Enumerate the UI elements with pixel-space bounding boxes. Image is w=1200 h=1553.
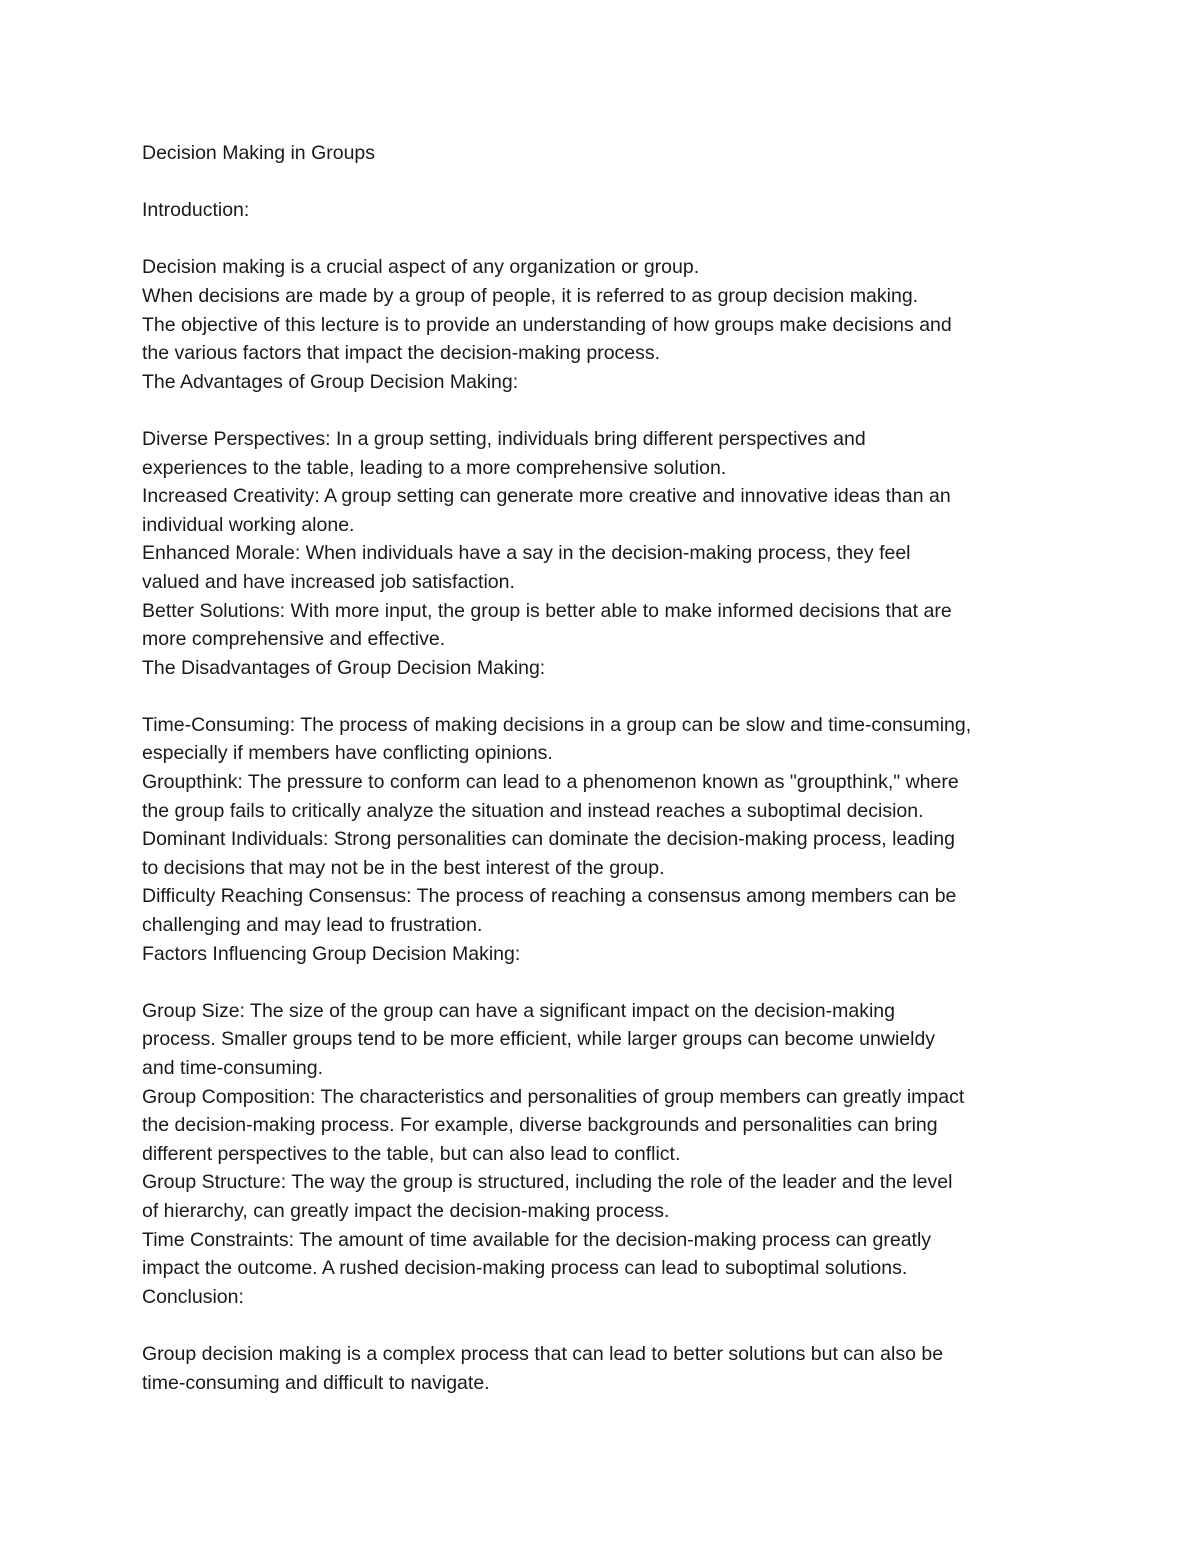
advantages-line: more comprehensive and effective. bbox=[142, 628, 446, 651]
blank-line bbox=[142, 168, 1072, 197]
advantages-line: valued and have increased job satisfaction. bbox=[142, 570, 515, 593]
factors-line: the decision-making process. For example, diverse backgrounds and personalities can bring bbox=[142, 1114, 938, 1137]
intro-line: When decisions are made by a group of people, it is referred to as group decision making. bbox=[142, 284, 919, 307]
factors-heading: Factors Influencing Group Decision Making: bbox=[142, 942, 521, 965]
advantages-line: Enhanced Morale: When individuals have a say in the decision-making process, they feel bbox=[142, 542, 911, 565]
intro-line: the various factors that impact the decision-making process. bbox=[142, 342, 661, 365]
conclusion-heading: Conclusion: bbox=[142, 1285, 244, 1308]
factors-line: and time-consuming. bbox=[142, 1057, 324, 1079]
disadvantages-line: to decisions that may not be in the best interest of the group. bbox=[142, 856, 665, 879]
document-title: Decision Making in Groups bbox=[142, 142, 376, 164]
intro-heading: Introduction: bbox=[142, 199, 250, 222]
factors-line: Group Composition: The characteristics and personalities of group members can greatly impact bbox=[142, 1085, 965, 1108]
disadvantages-line: Difficulty Reaching Consensus: The process of reaching a consensus among members can be bbox=[142, 885, 957, 908]
disadvantages-line: Groupthink: The pressure to conform can lead to a phenomenon known as "groupthink," where bbox=[142, 771, 959, 794]
disadvantages-line: the group fails to critically analyze the situation and instead reaches a suboptimal decision. bbox=[142, 799, 924, 822]
conclusion-line: time-consuming and difficult to navigate. bbox=[142, 1371, 490, 1394]
advantages-line: Increased Creativity: A group setting can generate more creative and innovative ideas than an bbox=[142, 485, 951, 508]
disadvantages-line: Dominant Individuals: Strong personalities can dominate the decision-making process, leading bbox=[142, 828, 955, 851]
intro-line: Decision making is a crucial aspect of any organization or group. bbox=[142, 256, 700, 279]
factors-line: process. Smaller groups tend to be more efficient, while larger groups can become unwieldy bbox=[142, 1028, 936, 1051]
blank-line bbox=[142, 968, 1072, 997]
document-page bbox=[142, 139, 1072, 1397]
intro-line: The objective of this lecture is to provide an understanding of how groups make decisions and bbox=[142, 313, 952, 336]
advantages-line: Better Solutions: With more input, the group is better able to make informed decisions that are bbox=[142, 599, 952, 622]
advantages-line: Diverse Perspectives: In a group setting, individuals bring different perspectives and bbox=[142, 427, 866, 450]
disadvantages-line: Time-Consuming: The process of making decisions in a group can be slow and time-consuming, bbox=[142, 713, 972, 736]
blank-line bbox=[142, 682, 1072, 711]
blank-line bbox=[142, 225, 1072, 254]
advantages-line: experiences to the table, leading to a more comprehensive solution. bbox=[142, 456, 727, 479]
factors-line: impact the outcome. A rushed decision-making process can lead to suboptimal solutions. bbox=[142, 1257, 908, 1280]
blank-line bbox=[142, 396, 1072, 425]
disadvantages-heading: The Disadvantages of Group Decision Making: bbox=[142, 656, 546, 679]
advantages-line: individual working alone. bbox=[142, 513, 355, 536]
conclusion-line: Group decision making is a complex process that can lead to better solutions but can also be bbox=[142, 1342, 944, 1365]
factors-line: of hierarchy, can greatly impact the decision-making process. bbox=[142, 1199, 670, 1222]
factors-line: Time Constraints: The amount of time available for the decision-making process can greatly bbox=[142, 1228, 932, 1251]
factors-line: Group Size: The size of the group can have a significant impact on the decision-making bbox=[142, 999, 895, 1022]
factors-line: different perspectives to the table, but can also lead to conflict. bbox=[142, 1142, 681, 1165]
blank-line bbox=[142, 1311, 1072, 1340]
disadvantages-line: challenging and may lead to frustration. bbox=[142, 914, 483, 937]
advantages-heading: The Advantages of Group Decision Making: bbox=[142, 370, 519, 393]
disadvantages-line: especially if members have conflicting opinions. bbox=[142, 742, 553, 765]
factors-line: Group Structure: The way the group is structured, including the role of the leader and the level bbox=[142, 1171, 953, 1194]
